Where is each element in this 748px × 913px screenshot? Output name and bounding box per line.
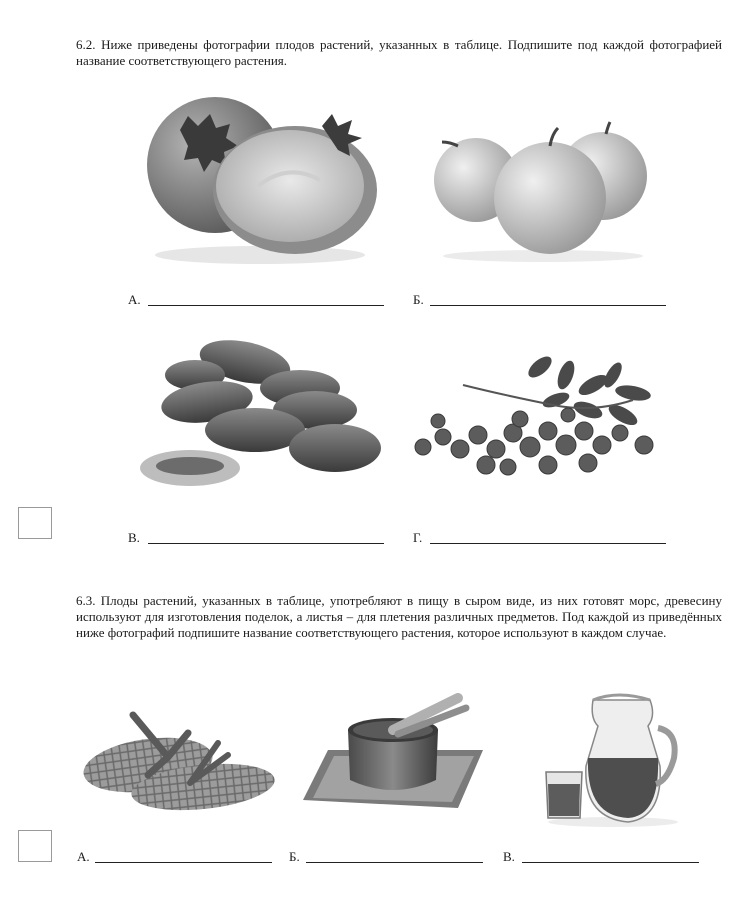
answer-line-6-3-b[interactable] [306,862,483,863]
cranberries-photo [408,345,673,485]
score-box-6-3[interactable] [18,830,52,862]
answer-line-b[interactable] [430,305,666,306]
answer-line-6-3-v[interactable] [522,862,699,863]
answer-line-v[interactable] [148,543,384,544]
answer-label-a: А. [128,292,141,307]
answer-label-6-3-v: В. [503,849,515,864]
woven-sandals-photo [78,705,278,815]
answer-label-6-3-a: А. [77,849,90,864]
task-6-2-text: 6.2. Ниже приведены фотографии плодов растений, указанных в таблице. Подпишите под каждой фотографией название соответствующего растения. [76,37,722,68]
juice-pitcher-photo [538,688,678,828]
dates-photo [135,330,385,495]
answer-label-v: В. [128,530,140,545]
wooden-bowl-photo [298,690,488,820]
answer-label-6-3-b: Б. [289,849,300,864]
task-6-3-text: 6.3. Плоды растений, указанных в таблице, употребляют в пищу в сыром виде, из них готовят морс, древесину используют для изготовления поделок, а листья – для плетения различных предметов. Под каждой из приведённых ниже фотографий подпишите название соответствующего растения, которое используют в каждом случае. [76,593,722,640]
answer-line-g[interactable] [430,543,666,544]
answer-label-g: Г. [413,530,423,545]
score-box-6-2[interactable] [18,507,52,539]
answer-line-6-3-a[interactable] [95,862,272,863]
apples-photo [428,118,653,263]
answer-line-a[interactable] [148,305,384,306]
persimmon-photo [140,90,380,270]
answer-label-b: Б. [413,292,424,307]
